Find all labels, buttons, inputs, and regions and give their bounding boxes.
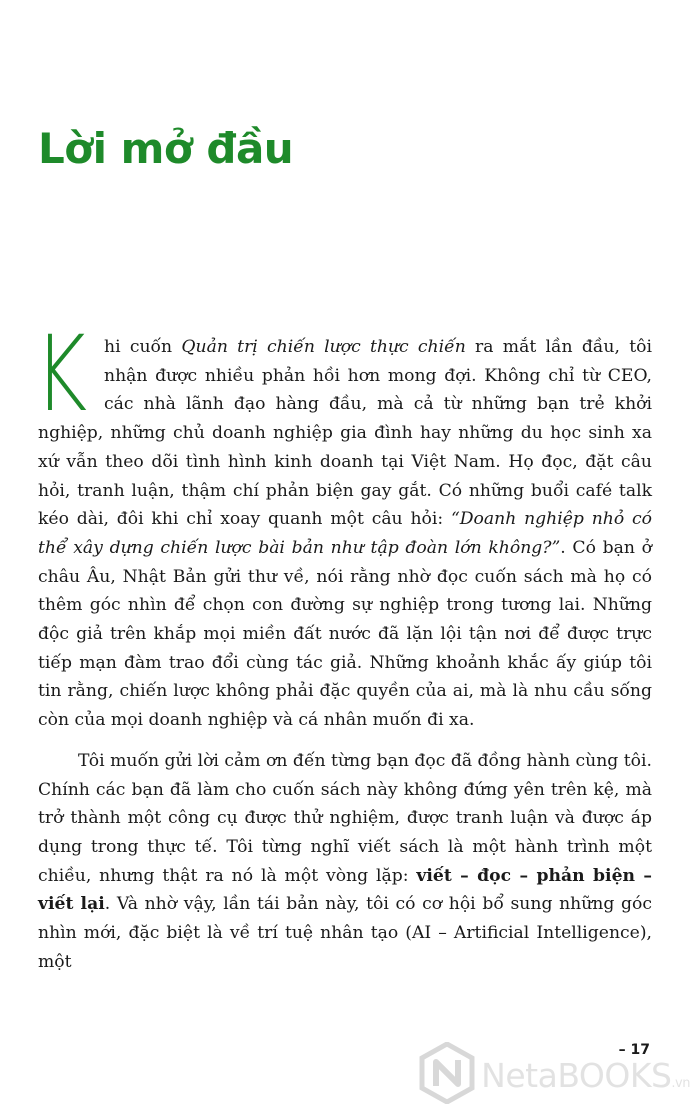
- paragraph-2: [38, 747, 652, 977]
- body-text: [34, 313, 652, 976]
- chapter-title: Lời mở đầu: [38, 124, 294, 173]
- drop-cap: K: [34, 313, 88, 435]
- paragraph-2-text-a: Tôi muốn gửi lời cảm ơn đến từng bạn đọc đã đồng hành cùng tôi. Chính các bạn đã làm cho cuốn sách này không đứng yên trên kệ, mà trở thành một công cụ được thử nghiệm, được tranh luận và được áp dụng trong thực tế. Tôi từng nghĩ viết sách là một hành trình một chiều, nhưng thật ra nó là một vòng lặp:: [38, 750, 652, 886]
- paragraph-1-text-a: hi cuốn: [104, 337, 182, 357]
- watermark-brand: NetaBOOKS: [481, 1055, 672, 1095]
- book-title: Quản trị chiến lược thực chiến: [181, 337, 466, 357]
- watermark: [419, 1042, 690, 1108]
- bold-phrase: viết – đọc – phản biện – viết lại: [38, 865, 652, 915]
- paragraph-2-text-b: . Và nhờ vậy, lần tái bản này, tôi có cơ hội bổ sung những góc nhìn mới, đặc biệt là về trí tuệ nhân tạo (AI – Artificial Intelligence), một: [38, 894, 652, 972]
- netabooks-logo-icon: [419, 1042, 475, 1108]
- watermark-suffix: .vn: [671, 1075, 690, 1091]
- quoted-question: “Doanh nghiệp nhỏ có thể xây dựng chiến lược bài bản như tập đoàn lớn không?”: [38, 509, 652, 558]
- watermark-text: [481, 1056, 690, 1095]
- paragraph-1-text-c: . Có bạn ở châu Âu, Nhật Bản gửi thư về, nói rằng nhờ đọc cuốn sách mà họ có thêm góc nhìn để chọn con đường sự nghiệp trong tương lai. Những độc giả trên khắp mọi miền đất nước đã lặn lội tận nơi để được trực tiếp mạn đàm trao đổi cùng tác giả. Những khoảnh khắc ấy giúp tôi tin rằng, chiến lược không phải đặc quyền của ai, mà là nhu cầu sống còn của mọi doanh nghiệp và cá nhân muốn đi xa.: [38, 537, 652, 731]
- page-number: – 17: [618, 1042, 650, 1058]
- paragraph-1-text-b: ra mắt lần đầu, tôi nhận được nhiều phản hồi hơn mong đợi. Không chỉ từ CEO, các nhà lãnh đạo hàng đầu, mà cả từ những bạn trẻ khởi nghiệp, những chủ doanh nghiệp gia đình hay những du học sinh xa xứ vẫn theo dõi tình hình kinh doanh tại Việt Nam. Họ đọc, đặt câu hỏi, tranh luận, thậm chí phản biện gay gắt. Có những buổi café talk kéo dài, đôi khi chỉ xoay quanh một câu hỏi:: [38, 337, 652, 530]
- paragraph-1: [34, 313, 652, 735]
